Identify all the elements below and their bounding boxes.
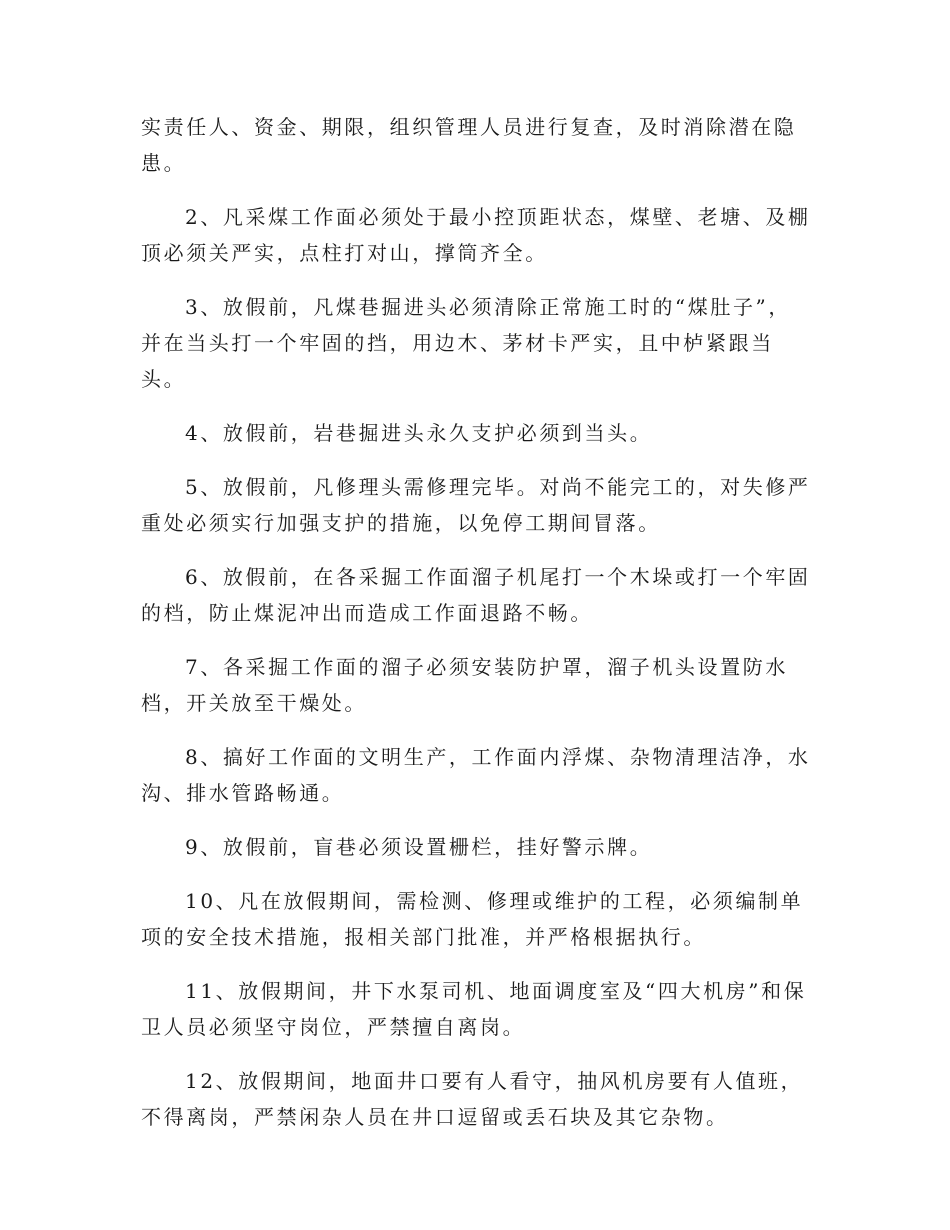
paragraph-item-3: 3、放假前，凡煤巷掘进头必须清除正常施工时的“煤肚子”，并在当头打一个牢固的挡，用边木、茅材卡严实，且中栌紧跟当头。: [141, 295, 791, 391]
document-body: [141, 109, 811, 1153]
paragraph-item-6: 6、放假前，在各采掘工作面溜子机尾打一个木垛或打一个牢固的档，防止煤泥冲出而造成工作面退路不畅。: [141, 565, 811, 625]
paragraph-item-11: 11、放假期间，井下水泵司机、地面调度室及“四大机房”和保卫人员必须坚守岗位，严禁擅自离岗。: [141, 979, 807, 1039]
paragraph-item-9: 9、放假前，盲巷必须设置栅栏，挂好警示牌。: [185, 835, 653, 859]
paragraph-item-8: 8、搞好工作面的文明生产，工作面内浮煤、杂物清理洁净，水沟、排水管路畅通。: [141, 745, 811, 805]
paragraph-item-12: 12、放假期间，地面井口要有人看守，抽风机房要有人值班，不得离岗，严禁闲杂人员在井口逗留或丢石块及其它杂物。: [141, 1069, 804, 1129]
paragraph-item-4: 4、放假前，岩巷掘进头永久支护必须到当头。: [185, 421, 653, 445]
paragraph-item-5: 5、放假前，凡修理头需修理完毕。对尚不能完工的，对失修严重处必须实行加强支护的措施，以免停工期间冒落。: [141, 475, 811, 535]
paragraph-continuation: 实责任人、资金、期限，组织管理人员进行复查，及时消除潜在隐患。: [141, 115, 797, 175]
paragraph-item-7: 7、各采掘工作面的溜子必须安装防护罩，溜子机头设置防水档，开关放至干燥处。: [141, 655, 788, 715]
paragraph-item-2: 2、凡采煤工作面必须处于最小控顶距状态，煤壁、老塘、及棚顶必须关严实，点柱打对山，撑筒齐全。: [141, 205, 811, 265]
paragraph-item-10: 10、凡在放假期间，需检测、修理或维护的工程，必须编制单项的安全技术措施，报相关部门批准，并严格根据执行。: [141, 889, 804, 949]
